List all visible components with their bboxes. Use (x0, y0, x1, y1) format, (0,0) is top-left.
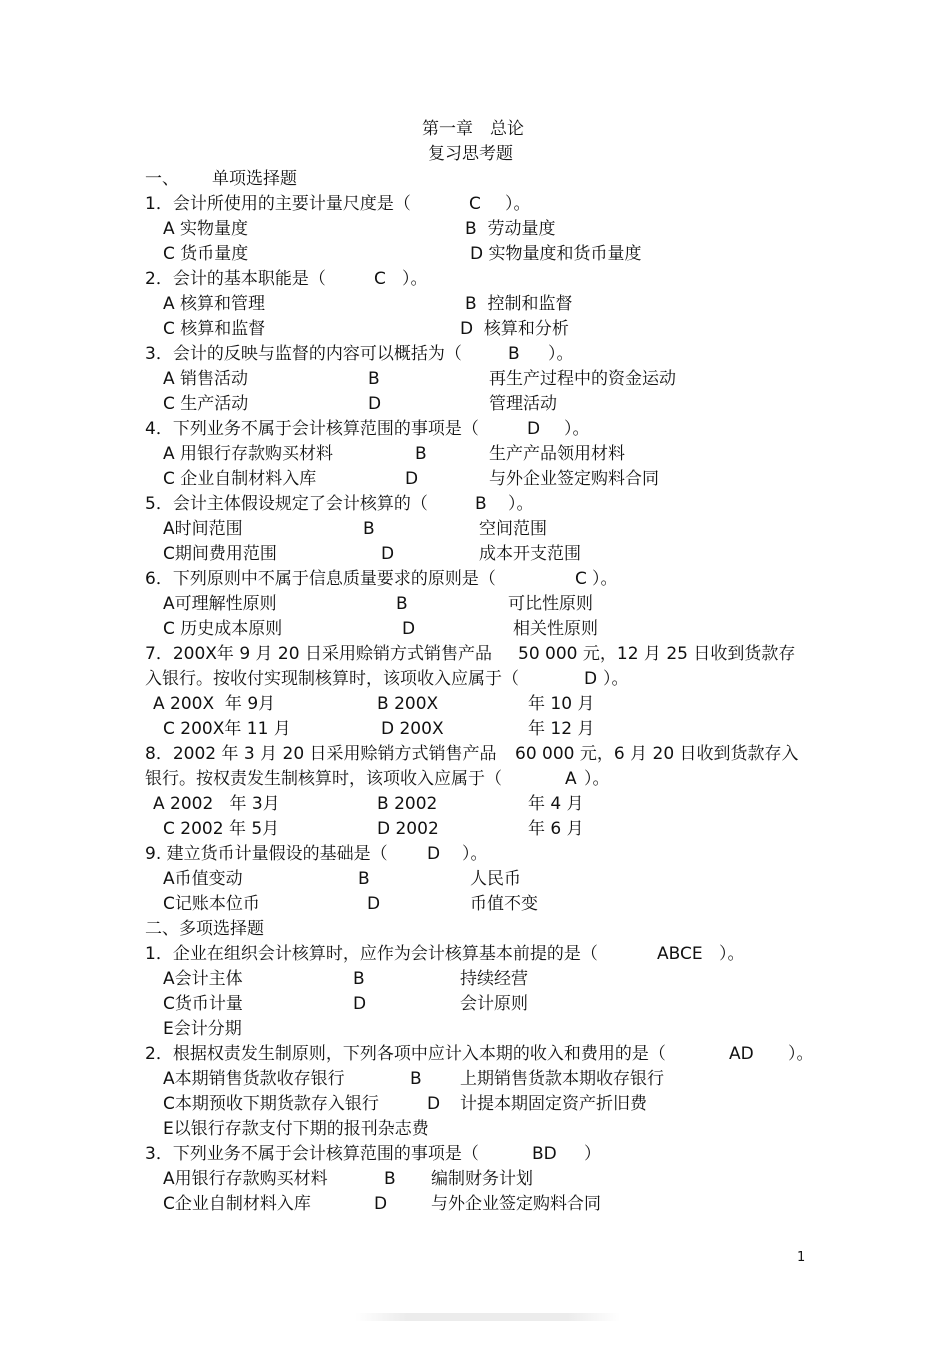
question-stem: 2．会计的基本职能是（ C ）。 (145, 269, 428, 289)
question-stem: 1．会计所使用的主要计量尺度是（ C ）。 (145, 194, 531, 214)
question-stem: 6．下列原则中不属于信息质量要求的原则是（ C ）。 (145, 569, 618, 589)
option-row: E会计分期 (163, 1019, 242, 1039)
subtitle-line (0, 142, 513, 166)
section1-heading (0, 167, 297, 191)
scan-artifact (355, 1313, 620, 1321)
option-row: A会计主体 B 持续经营 (163, 969, 528, 989)
option-row: A 2002 年 3月 B 2002 年 4 月 (153, 794, 584, 814)
question-stem: 4．下列业务不属于会计核算范围的事项是（ D ）。 (145, 419, 590, 439)
answer: ABCE (657, 944, 703, 964)
question-stem: 5．会计主体假设规定了会计核算的（ B ）。 (145, 494, 534, 514)
option-row: A 用银行存款购买材料 B 生产产品领用材料 (163, 444, 625, 464)
question-stem-continued: 银行。按权责发生制核算时，该项收入应属于（ A ）。 (145, 769, 610, 789)
question-stem: 1．企业在组织会计核算时，应作为会计核算基本前提的是（ ABCE ）。 (145, 944, 745, 964)
option-row: A本期销售货款收存银行 B 上期销售货款本期收存银行 (163, 1069, 664, 1089)
answer: B (475, 494, 487, 514)
answer: AD (729, 1044, 754, 1064)
subtitle: 复习思考题 (428, 144, 513, 164)
question-stem: 2．根据权责发生制原则，下列各项中应计入本期的收入和费用的是（ AD ）。 (145, 1044, 814, 1064)
chapter-title-line (0, 117, 524, 141)
section1-number: 一、 (145, 169, 179, 189)
option-row: C 核算和监督 D 核算和分析 (163, 319, 569, 339)
option-row: C 货币量度 D 实物量度和货币量度 (163, 244, 642, 264)
option-row: C 生产活动 D 管理活动 (163, 394, 557, 414)
option-row: A用银行存款购买材料 B 编制财务计划 (163, 1169, 533, 1189)
question-stem-continued: 入银行。按收付实现制核算时，该项收入应属于（ D ）。 (145, 669, 629, 689)
answer: B (508, 344, 520, 364)
option-row: A币值变动 B 人民币 (163, 869, 521, 889)
answer: C (575, 569, 587, 589)
option-row: C 企业自制材料入库 D 与外企业签定购料合同 (163, 469, 659, 489)
section2-title: 二、多项选择题 (145, 919, 264, 939)
answer: C (374, 269, 386, 289)
option-row: C 历史成本原则 D 相关性原则 (163, 619, 598, 639)
question-stem: 9. 建立货币计量假设的基础是（ D ）。 (145, 844, 488, 864)
answer: BD (532, 1144, 557, 1164)
option-row: C企业自制材料入库 D 与外企业签定购料合同 (163, 1194, 601, 1214)
section2-heading (0, 917, 264, 941)
answer: C (469, 194, 481, 214)
section1-title: 单项选择题 (212, 169, 297, 189)
answer: D (527, 419, 541, 439)
answer: A (565, 769, 577, 789)
option-row: A时间范围 B 空间范围 (163, 519, 547, 539)
question-stem: 3．会计的反映与监督的内容可以概括为（ B ）。 (145, 344, 574, 364)
answer: D (584, 669, 598, 689)
option-row: C记账本位币 D 币值不变 (163, 894, 538, 914)
question-stem: 3．下列业务不属于会计核算范围的事项是（ BD ） (145, 1144, 601, 1164)
option-row: C期间费用范围 D 成本开支范围 (163, 544, 581, 564)
option-row: C本期预收下期货款存入银行 D 计提本期固定资产折旧费 (163, 1094, 647, 1114)
option-row: A 核算和管理 B 控制和监督 (163, 294, 573, 314)
option-row: C 200X年 11 月 D 200X 年 12 月 (163, 719, 595, 739)
option-row: E以银行存款支付下期的报刊杂志费 (163, 1119, 429, 1139)
option-row: C 2002 年 5月 D 2002 年 6 月 (163, 819, 584, 839)
question-stem: 8．2002 年 3 月 20 日采用赊销方式销售产品 60 000 元，6 月 20 日收到货款存入 (145, 744, 799, 764)
option-row: C货币计量 D 会计原则 (163, 994, 528, 1014)
option-row: A 销售活动 B 再生产过程中的资金运动 (163, 369, 676, 389)
question-stem: 7．200X年 9 月 20 日采用赊销方式销售产品 50 000 元，12 月 25 日收到货款存 (145, 644, 796, 664)
option-row: A 实物量度 B 劳动量度 (163, 219, 556, 239)
chapter-title: 第一章 总论 (422, 119, 524, 139)
option-row: A 200X 年 9月 B 200X 年 10 月 (153, 694, 595, 714)
page-number: 1 (797, 1250, 806, 1265)
answer: D (427, 844, 441, 864)
option-row: A可理解性原则 B 可比性原则 (163, 594, 593, 614)
